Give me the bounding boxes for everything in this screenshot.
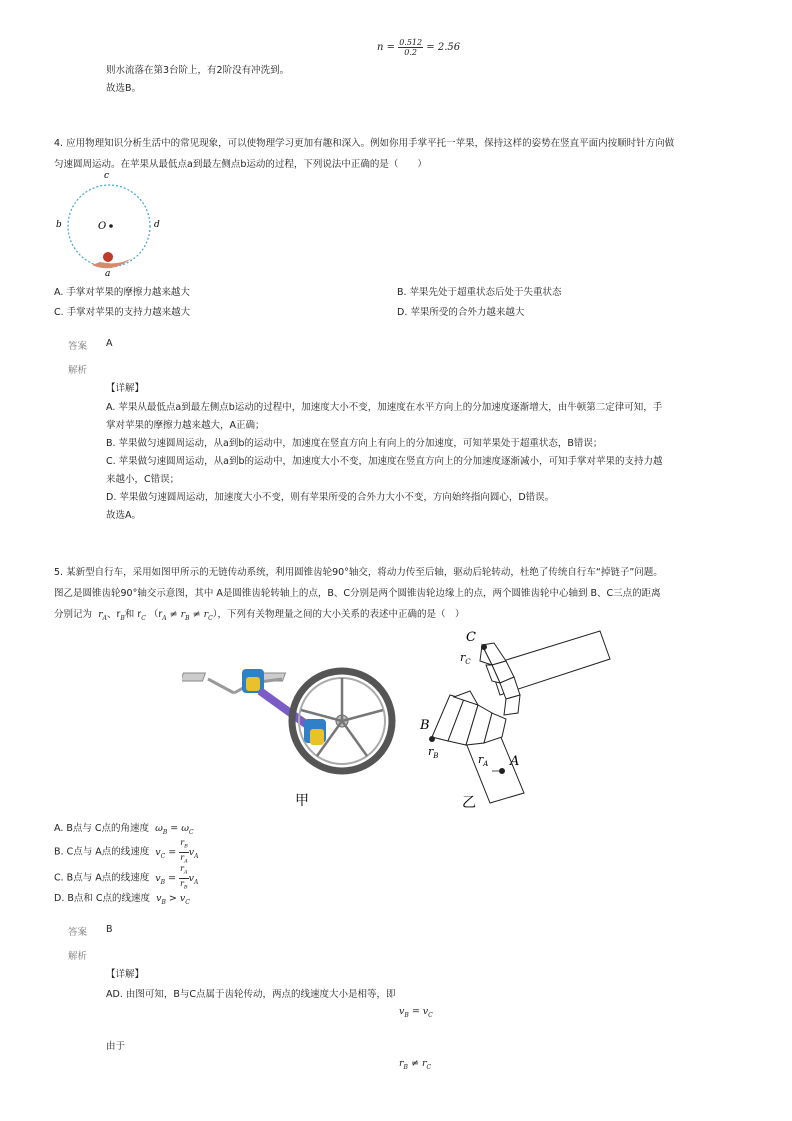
top-line2: 故选B。: [106, 83, 142, 94]
q5-option-d[interactable]: D. B点和 C点的线速度 $v_B > v_C$: [54, 893, 190, 906]
q4-option-d[interactable]: D. 苹果所受的合外力越来越大: [397, 307, 525, 318]
q4-stem-line1: 4. 应用物理知识分析生活中的常见现象，可以使物理学习更加有趣和深入。例如你用手掌平托一苹果，保持这样的姿势在竖直平面内按顺时针方向做: [54, 138, 675, 149]
vertical-shaft: [466, 735, 524, 803]
q4-detail-d: D. 苹果做匀速圆周运动，加速度大小不变，则有苹果所受的合外力大小不变，方向始终指向圆心，D错误。: [106, 492, 555, 503]
q4-detail-a1: A. 苹果从最低点a到最左侧点b运动的过程中，加速度大小不变，加速度在水平方向上的分加速度逐渐增大，由牛顿第二定律可知，手: [106, 402, 663, 413]
apple-icon: [103, 252, 113, 262]
gear-c: [480, 643, 520, 715]
q4-option-b[interactable]: B. 苹果先处于超重状态后处于失重状态: [397, 287, 562, 298]
q4-detail-title: 【详解】: [106, 383, 145, 394]
stem3-cond: （r: [148, 609, 163, 620]
formula-num: 0.512: [399, 38, 423, 47]
label-o: O: [98, 221, 107, 232]
q4-detail-b: B. 苹果做匀速圆周运动，从a到b的运动中，加速度在竖直方向上有向上的分加速度，可知苹果处于超重状态，B错误；: [106, 438, 603, 449]
stem3-tail: ），下列有关物理量之间的大小关系的表述中正确的是（ ）: [212, 609, 465, 620]
q5-detail-title: 【详解】: [106, 969, 145, 980]
formula-rhs: = 2.56: [426, 42, 461, 53]
q5-answer-label: 答案: [68, 927, 88, 938]
q4-detail-a2: 掌对苹果的摩擦力越来越大，A正确；: [106, 420, 265, 431]
q5-analysis-label: 解析: [68, 951, 88, 962]
stem3-rA: r: [98, 609, 103, 620]
label-B: B: [420, 718, 430, 733]
q4-detail-c2: 来越小，C错误；: [106, 474, 180, 485]
formula-lhs: n =: [377, 42, 395, 53]
q4-stem-line2: 匀速圆周运动。在苹果从最低点a到最左侧点b运动的过程，下列说法中正确的是（ ）: [54, 159, 427, 170]
rear-gear-yellow: [310, 729, 324, 745]
q5-eq2: $r_B \ne r_C$: [399, 1058, 432, 1071]
label-rC: $r_C$: [460, 651, 471, 666]
q5-detail-ad: AD. 由图可知，B与C点属于齿轮传动，两点的线速度大小是相等，即: [106, 989, 396, 1000]
q5-stem-line3: 分别记为 $r_A$、$r_B$和 $r_C$ $(r_A \ne r_B \ne r_C)$，下列有关物理量之间的大小关系的表述中正确的是（ ）: [54, 609, 465, 622]
eq2-r: r: [399, 1058, 404, 1069]
q5-answer-value: B: [106, 924, 113, 935]
q4-answer-label: 答案: [68, 341, 88, 352]
gear-b: [432, 691, 506, 745]
q4-circle-figure: [52, 170, 162, 280]
fig-yi-label: 乙: [462, 795, 476, 810]
q4-option-a[interactable]: A. 手掌对苹果的摩擦力越来越大: [54, 287, 190, 298]
label-rA: $r_A$: [478, 753, 489, 768]
q5-option-c[interactable]: C. B点与 A点的线速度 $v_B$ = $\frac{r_A}{r_B}$ $v_A$: [54, 864, 199, 891]
q5-figure-jia: [182, 655, 402, 815]
q5-stem-line2: 图乙是圆锥齿轮90°轴交示意图，其中 A是圆锥齿轮转轴上的点，B、C分别是两个圆锥齿轮边缘上的点，两个圆锥齿轮中心轴到 B、C三点的距离: [54, 588, 661, 599]
q5-since: 由于: [106, 1041, 126, 1052]
stem3-rC: 和 r: [124, 609, 142, 620]
q5-option-a[interactable]: A. B点与 C点的角速度 $\omega_B = \omega_C$: [54, 823, 194, 836]
fig-jia-label: 甲: [295, 793, 309, 809]
center-dot: [109, 224, 113, 228]
point-c: [481, 644, 487, 650]
formula-den: 0.2: [404, 48, 417, 57]
q4-option-c[interactable]: C. 手掌对苹果的支持力越来越大: [54, 307, 191, 318]
q4-conclusion: 故选A。: [106, 510, 141, 521]
q5-option-b[interactable]: B. C点与 A点的线速度 $v_C$ = $\frac{r_B}{r_A}$ $v_A$: [54, 838, 199, 865]
q4-answer-value: A: [106, 338, 113, 349]
label-a: a: [105, 269, 111, 279]
q5-stem-line1: 5. 某新型自行车，采用如图甲所示的无链传动系统，利用圆锥齿轮90°轴交，将动力传至后轴，驱动后轮转动，杜绝了传统自行车“掉链子”问题。: [54, 567, 663, 578]
stem3-rB: 、r: [106, 609, 121, 620]
label-b: b: [56, 220, 62, 230]
eq1-v: v: [399, 1006, 405, 1017]
top-line1: 则水流落在第3台阶上，有2阶没有冲洗到。: [106, 65, 290, 76]
option-a-omega: ω: [155, 823, 163, 834]
option-d-text: D. B点和 C点的线速度: [54, 893, 151, 904]
pedal-crank: [182, 673, 285, 693]
label-C: C: [466, 630, 476, 645]
q4-detail-c1: C. 苹果做匀速圆周运动，从a到b的运动中，加速度大小不变，加速度在竖直方向上的分加速度逐渐减小，可知手掌对苹果的支持力越: [106, 456, 663, 467]
label-c: c: [104, 171, 110, 181]
stem3-text: 分别记为: [54, 609, 93, 620]
q5-eq1: $v_B = v_C$: [399, 1006, 433, 1019]
point-b: [429, 736, 435, 742]
q4-analysis-label: 解析: [68, 365, 88, 376]
top-formula: [377, 38, 460, 57]
label-A: A: [510, 754, 520, 769]
label-d: d: [154, 220, 160, 230]
option-c-text: C. B点与 A点的线速度: [54, 872, 150, 884]
front-gear-yellow: [246, 677, 260, 691]
option-b-text: B. C点与 A点的线速度: [54, 846, 150, 858]
option-a-text: A. B点与 C点的角速度: [54, 823, 150, 834]
formula-fraction: [398, 38, 423, 57]
label-rB: $r_B$: [428, 745, 439, 760]
q5-figure-yi: [420, 625, 620, 810]
